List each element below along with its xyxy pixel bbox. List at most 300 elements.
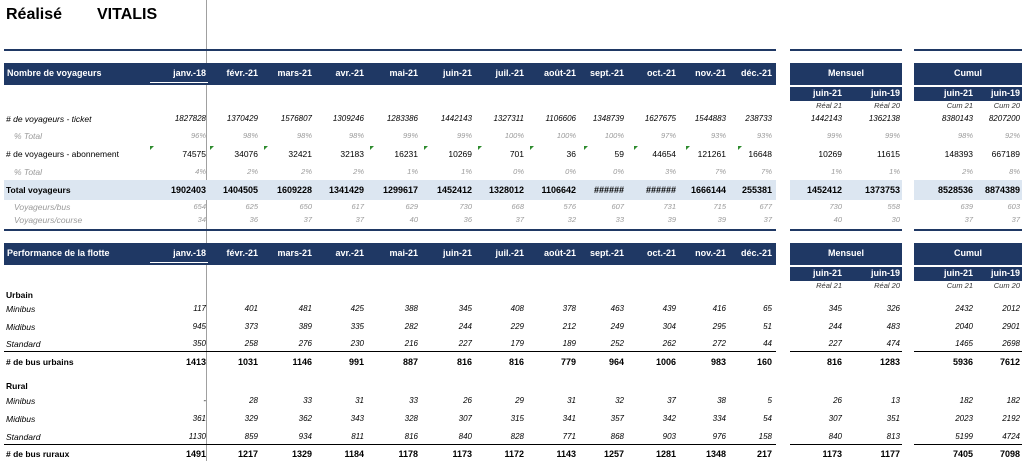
cell: 1902403	[170, 185, 206, 195]
month-header: juil.-21	[495, 248, 524, 258]
cell: 991	[348, 357, 364, 367]
minibus-row-label: Minibus	[6, 304, 36, 314]
cell: 1%	[889, 167, 900, 176]
cell: 474	[886, 339, 900, 348]
cell: 816	[826, 357, 842, 367]
cell: 33	[303, 396, 312, 405]
cell: 98%	[296, 131, 312, 140]
cell: 334	[712, 414, 726, 423]
cell: 1452412	[436, 185, 472, 195]
cell: 816	[404, 432, 418, 441]
cell: 244	[828, 322, 842, 331]
cell: 1452412	[806, 185, 842, 195]
cell: 408	[510, 304, 524, 313]
cell: 44654	[652, 149, 676, 159]
cell: 98%	[348, 131, 364, 140]
cell: 625	[245, 202, 258, 211]
cell: 1341429	[328, 185, 364, 195]
ticket-row-label: # de voyageurs - ticket	[6, 114, 92, 124]
bus-urbains-row-label: # de bus urbains	[6, 357, 74, 367]
cell: 607	[611, 202, 624, 211]
mensuel-col: juin-21	[812, 268, 842, 278]
cell: 37	[964, 215, 973, 224]
cell: 603	[1007, 202, 1020, 211]
cell: 1370429	[226, 114, 258, 123]
cell: 98%	[242, 131, 258, 140]
cell: 307	[458, 414, 472, 423]
cell: 99%	[456, 131, 472, 140]
standard-row-label: Standard	[6, 432, 41, 442]
cell: 40	[409, 215, 418, 224]
cell: 282	[404, 322, 418, 331]
cell: 617	[351, 202, 364, 211]
cell: 1373753	[864, 185, 900, 195]
cell: 36	[249, 215, 258, 224]
cell: 2%	[247, 167, 258, 176]
cell: 4724	[1002, 432, 1020, 441]
cell: 345	[828, 304, 842, 313]
cell: 148393	[944, 149, 973, 159]
cell: 37	[355, 215, 364, 224]
month-header: févr.-21	[226, 68, 258, 78]
cell: 5199	[955, 432, 973, 441]
cell: 481	[298, 304, 312, 313]
cell: 255381	[741, 185, 772, 195]
cell: 813	[886, 432, 900, 441]
standard-row-label: Standard	[6, 339, 41, 349]
cell: 33	[409, 396, 418, 405]
cell: 2192	[1002, 414, 1020, 423]
voyageurs-bus-row-label: Voyageurs/bus	[14, 202, 71, 212]
cell: 1329	[291, 449, 312, 459]
cell: 1627675	[644, 114, 676, 123]
month-header: août-21	[543, 68, 576, 78]
indicator	[264, 146, 268, 150]
cumul-sub: Cum 21	[946, 101, 973, 110]
cell: 1172	[504, 449, 524, 459]
mensuel-col: juin-19	[870, 88, 900, 98]
cell: 0%	[513, 167, 524, 176]
cell: 2698	[1002, 339, 1020, 348]
cell: 1143	[556, 449, 576, 459]
header-rule	[790, 229, 902, 231]
cell: 558	[887, 202, 900, 211]
cell: 216	[404, 339, 418, 348]
month-header: nov.-21	[695, 68, 726, 78]
month-header: avr.-21	[335, 68, 364, 78]
cell: 1348	[705, 449, 726, 459]
cell: 1491	[185, 449, 206, 459]
cell: 5	[767, 396, 772, 405]
cell: 2%	[353, 167, 364, 176]
cell: 7098	[999, 449, 1020, 459]
cell: 667189	[991, 149, 1020, 159]
month-header: mai-21	[389, 68, 418, 78]
cell: 227	[828, 339, 842, 348]
cell: 0%	[613, 167, 624, 176]
indicator	[478, 146, 482, 150]
cell: 1173	[822, 449, 842, 459]
total-row-label: Total voyageurs	[6, 185, 71, 195]
indicator	[634, 146, 638, 150]
cell: 868	[610, 432, 624, 441]
cell: 1146	[292, 357, 312, 367]
cell: 158	[758, 432, 772, 441]
month-header: sept.-21	[589, 248, 624, 258]
indicator	[210, 146, 214, 150]
minibus-row-label: Minibus	[6, 396, 36, 406]
cell: 37	[303, 215, 312, 224]
cell: 32	[615, 396, 624, 405]
cell: 39	[717, 215, 726, 224]
cumul-col: juin-19	[990, 268, 1020, 278]
cell: 887	[402, 357, 418, 367]
cell: 1413	[185, 357, 206, 367]
cell: 39	[667, 215, 676, 224]
cell: 650	[299, 202, 312, 211]
mensuel-col: juin-19	[870, 268, 900, 278]
cell: ######	[645, 185, 676, 195]
indicator	[530, 146, 534, 150]
cell: 1827828	[174, 114, 206, 123]
month-header: oct.-21	[646, 248, 676, 258]
cell: 1257	[603, 449, 624, 459]
cell: ######	[593, 185, 624, 195]
cell: 99%	[402, 131, 418, 140]
cell: 16648	[748, 149, 772, 159]
cell: 37	[1011, 215, 1020, 224]
month-header: nov.-21	[695, 248, 726, 258]
total-rule	[4, 351, 776, 352]
cell: 1%	[461, 167, 472, 176]
cell: 34076	[234, 149, 258, 159]
cell: 4%	[195, 167, 206, 176]
cell: 362	[298, 414, 312, 423]
cell: 1442143	[810, 114, 842, 123]
cell: 99%	[826, 131, 842, 140]
cell: 1309246	[332, 114, 364, 123]
cell: 54	[763, 414, 772, 423]
mensuel-label: Mensuel	[827, 248, 864, 258]
cell: 701	[509, 149, 524, 159]
mensuel-sub: Réal 20	[874, 101, 900, 110]
header-underline	[150, 262, 208, 263]
cell: 217	[756, 449, 772, 459]
cell: 29	[515, 396, 524, 405]
mensuel-sub: Réal 21	[816, 281, 842, 290]
cell: 244	[458, 322, 472, 331]
cell: 945	[192, 322, 206, 331]
cell: 230	[350, 339, 364, 348]
cell: 357	[610, 414, 624, 423]
cell: 859	[244, 432, 258, 441]
voyageurs-course-row-label: Voyageurs/course	[14, 215, 83, 225]
cumul-col: juin-21	[943, 88, 973, 98]
cell: 31	[355, 396, 364, 405]
cumul-label: Cumul	[954, 248, 982, 258]
page-title: Réalisé	[6, 6, 63, 23]
total-rule	[914, 444, 1022, 445]
cell: 828	[510, 432, 524, 441]
cell: 439	[662, 304, 676, 313]
cell: 7%	[761, 167, 772, 176]
cell: 59	[614, 149, 624, 159]
month-header: oct.-21	[646, 68, 676, 78]
cell: 65	[763, 304, 772, 313]
cell: 1184	[344, 449, 364, 459]
cell: 26	[463, 396, 472, 405]
header-rule	[4, 229, 776, 231]
bus-ruraux-row-label: # de bus ruraux	[6, 449, 70, 459]
cell: 37	[515, 215, 524, 224]
cumul-sub: Cum 20	[993, 101, 1020, 110]
cell: 654	[193, 202, 206, 211]
cell: 335	[350, 322, 364, 331]
cell: 249	[610, 322, 624, 331]
cell: 121261	[697, 149, 726, 159]
cell: 1217	[237, 449, 258, 459]
cell: 10269	[818, 149, 842, 159]
cell: 36	[566, 149, 576, 159]
cell: 1609228	[276, 185, 312, 195]
cell: -	[203, 396, 206, 405]
cumul-label: Cumul	[954, 68, 982, 78]
cell: 38	[717, 396, 726, 405]
cell: 97%	[660, 131, 676, 140]
cell: 1283386	[386, 114, 418, 123]
month-header: juin-21	[442, 68, 472, 78]
cell: 730	[459, 202, 472, 211]
cell: 401	[244, 304, 258, 313]
pct-row-label: % Total	[14, 131, 43, 141]
urbain-label: Urbain	[6, 290, 33, 300]
midibus-row-label: Midibus	[6, 322, 36, 332]
cell: 1006	[655, 357, 676, 367]
cell: 33	[615, 215, 624, 224]
cell: 30	[891, 215, 900, 224]
cell: 983	[710, 357, 726, 367]
cell: 1362138	[868, 114, 900, 123]
cell: 730	[829, 202, 842, 211]
mensuel-label: Mensuel	[827, 68, 864, 78]
cell: 0%	[565, 167, 576, 176]
cell: 8874389	[984, 185, 1020, 195]
header-rule	[914, 229, 1022, 231]
cell: 2040	[955, 322, 973, 331]
cell: 2901	[1002, 322, 1020, 331]
cell: 816	[508, 357, 524, 367]
cell: 252	[610, 339, 624, 348]
cell: 1178	[398, 449, 418, 459]
cell: 1106606	[545, 114, 576, 123]
cell: 238733	[745, 114, 772, 123]
cell: 1465	[955, 339, 973, 348]
cell: 1281	[655, 449, 676, 459]
cell: 93%	[756, 131, 772, 140]
cell: 307	[828, 414, 842, 423]
cell: 11615	[876, 149, 900, 159]
cell: 1%	[407, 167, 418, 176]
cell: 179	[510, 339, 524, 348]
section-title: Performance de la flotte	[7, 248, 110, 258]
midibus-row-label: Midibus	[6, 414, 36, 424]
cell: 1130	[188, 432, 206, 441]
month-header: août-21	[543, 248, 576, 258]
indicator	[370, 146, 374, 150]
cell: 7%	[715, 167, 726, 176]
cell: 74575	[182, 149, 206, 159]
mensuel-col: juin-21	[812, 88, 842, 98]
cell: 304	[662, 322, 676, 331]
cell: 229	[510, 322, 524, 331]
cell: 731	[663, 202, 676, 211]
cell: 2%	[301, 167, 312, 176]
header-rule	[4, 49, 776, 51]
indicator	[150, 146, 154, 150]
header-rule	[790, 49, 902, 51]
cell: 99%	[884, 131, 900, 140]
cell: 227	[458, 339, 472, 348]
company-name: VITALIS	[97, 6, 158, 23]
cell: 96%	[190, 131, 206, 140]
cell: 258	[244, 339, 258, 348]
cell: 715	[713, 202, 726, 211]
cumul-sub: Cum 20	[993, 281, 1020, 290]
month-header: mai-21	[389, 248, 418, 258]
cell: 1327311	[493, 114, 524, 123]
cell: 8528536	[937, 185, 973, 195]
cell: 160	[756, 357, 772, 367]
cell: 40	[833, 215, 842, 224]
cumul-sub: Cum 21	[946, 281, 973, 290]
cell: 7405	[952, 449, 973, 459]
cell: 903	[662, 432, 676, 441]
cell: 100%	[556, 131, 576, 140]
cell: 576	[563, 202, 576, 211]
cell: 37	[667, 396, 676, 405]
cell: 92%	[1004, 131, 1020, 140]
cell: 1404505	[222, 185, 258, 195]
cell: 378	[562, 304, 576, 313]
cell: 295	[712, 322, 726, 331]
cell: 668	[511, 202, 524, 211]
cumul-col: juin-19	[990, 88, 1020, 98]
mensuel-sub: Réal 20	[874, 281, 900, 290]
cell: 36	[463, 215, 472, 224]
cell: 262	[662, 339, 676, 348]
cell: 388	[404, 304, 418, 313]
cell: 1544883	[694, 114, 726, 123]
cell: 677	[759, 202, 772, 211]
total-rule	[4, 444, 776, 445]
cell: 189	[562, 339, 576, 348]
indicator	[584, 146, 588, 150]
cell: 1666144	[690, 185, 726, 195]
cell: 416	[712, 304, 726, 313]
cell: 7612	[999, 357, 1020, 367]
cell: 1177	[880, 449, 900, 459]
cell: 8207200	[988, 114, 1020, 123]
cell: 98%	[957, 131, 973, 140]
cell: 964	[608, 357, 624, 367]
cell: 32183	[340, 149, 364, 159]
cell: 1442143	[440, 114, 472, 123]
cell: 373	[244, 322, 258, 331]
indicator	[738, 146, 742, 150]
month-header: févr.-21	[226, 248, 258, 258]
cell: 1348739	[592, 114, 624, 123]
cell: 840	[828, 432, 842, 441]
month-header: juil.-21	[495, 68, 524, 78]
cell: 329	[244, 414, 258, 423]
cell: 328	[404, 414, 418, 423]
cell: 272	[712, 339, 726, 348]
cell: 345	[458, 304, 472, 313]
cell: 771	[562, 432, 576, 441]
cell: 37	[763, 215, 772, 224]
cell: 342	[662, 414, 676, 423]
total-rule	[914, 351, 1022, 352]
cell: 51	[763, 322, 772, 331]
cell: 1%	[831, 167, 842, 176]
cell: 1328012	[488, 185, 524, 195]
cell: 343	[350, 414, 364, 423]
cell: 44	[763, 339, 772, 348]
cell: 811	[351, 432, 364, 441]
total-rule	[790, 444, 902, 445]
indicator	[686, 146, 690, 150]
cell: 212	[562, 322, 576, 331]
month-header: juin-21	[442, 248, 472, 258]
cell: 28	[249, 396, 258, 405]
cell: 1173	[452, 449, 472, 459]
month-header: mars-21	[277, 68, 312, 78]
cell: 639	[960, 202, 973, 211]
cell: 5936	[952, 357, 973, 367]
cell: 1106642	[541, 185, 576, 195]
cumul-col: juin-21	[943, 268, 973, 278]
cell: 779	[560, 357, 576, 367]
month-header: déc.-21	[740, 248, 772, 258]
header-underline	[150, 82, 208, 83]
cell: 840	[458, 432, 472, 441]
month-header: sept.-21	[589, 68, 624, 78]
pct-row-label: % Total	[14, 167, 43, 177]
cell: 10269	[448, 149, 472, 159]
cell: 2023	[955, 414, 973, 423]
cell: 32421	[288, 149, 312, 159]
cell: 93%	[710, 131, 726, 140]
cell: 3%	[665, 167, 676, 176]
cell: 934	[298, 432, 312, 441]
header-rule	[914, 49, 1022, 51]
cell: 2432	[955, 304, 973, 313]
cell: 341	[562, 414, 576, 423]
cell: 34	[197, 215, 206, 224]
cell: 100%	[604, 131, 624, 140]
cell: 389	[298, 322, 312, 331]
month-header: janv.-18	[173, 248, 206, 258]
cell: 1283	[879, 357, 900, 367]
cell: 483	[886, 322, 900, 331]
cell: 2%	[962, 167, 973, 176]
cell: 182	[1006, 396, 1020, 405]
cell: 1031	[237, 357, 258, 367]
cell: 816	[456, 357, 472, 367]
cell: 8%	[1009, 167, 1020, 176]
cell: 182	[959, 396, 973, 405]
cell: 1576807	[280, 114, 312, 123]
